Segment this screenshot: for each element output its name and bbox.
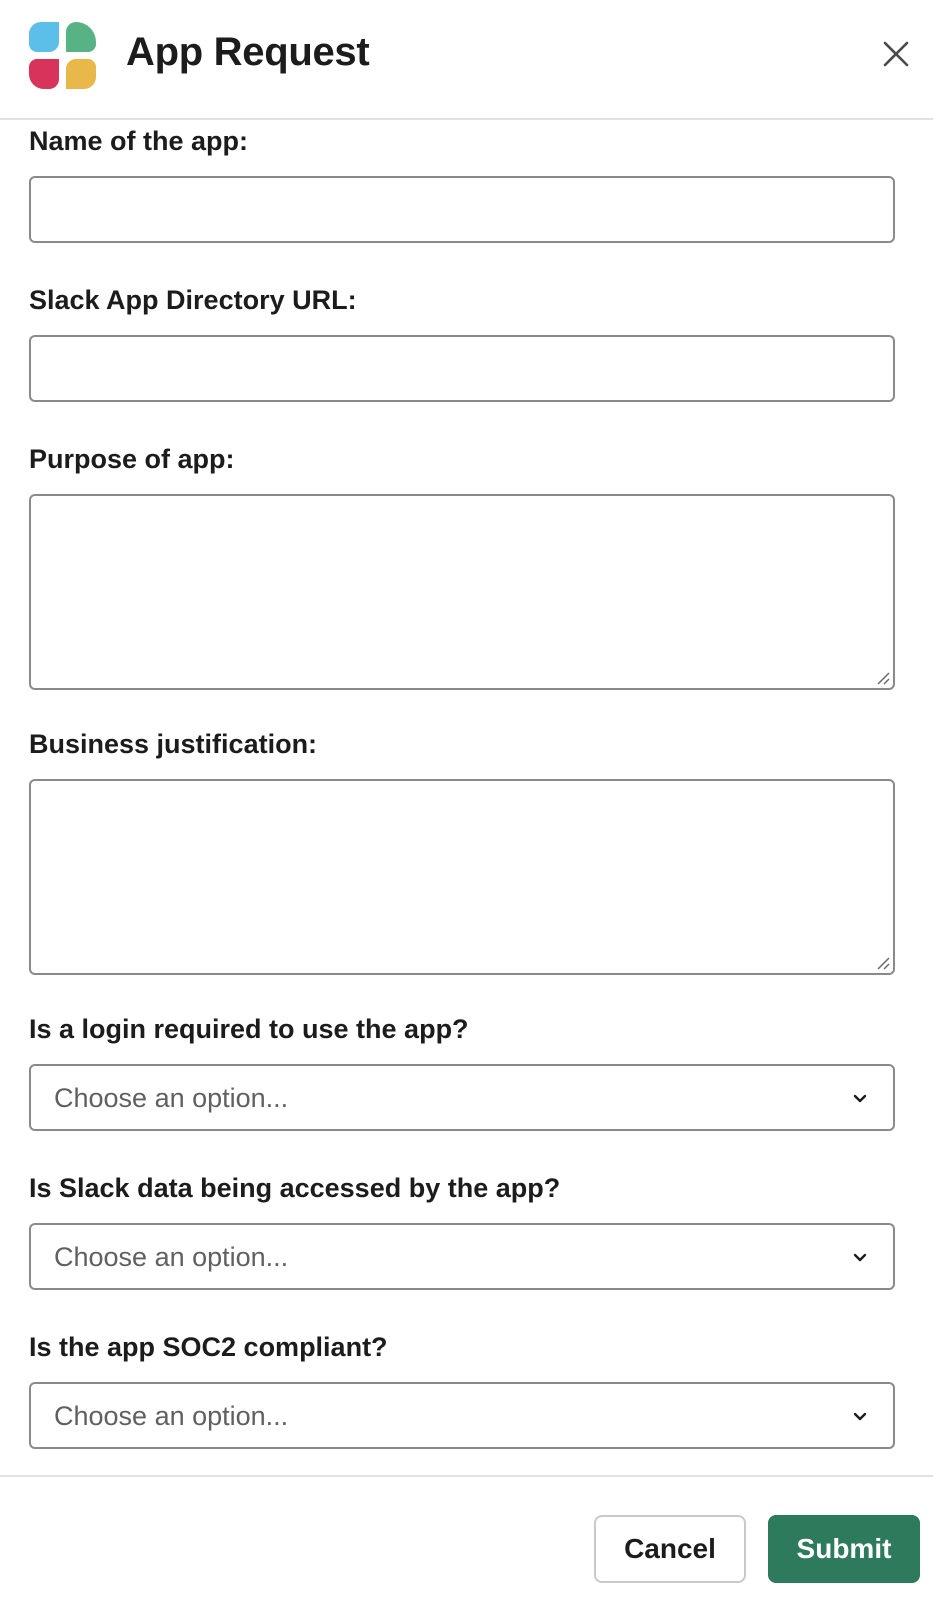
field-label-soc2: Is the app SOC2 compliant? <box>29 1332 388 1362</box>
select-placeholder: Choose an option... <box>54 1083 289 1113</box>
cancel-button[interactable]: Cancel <box>594 1515 746 1583</box>
chevron-down-icon <box>851 1090 869 1108</box>
app-name-input[interactable] <box>29 176 895 243</box>
modal-header <box>0 0 933 120</box>
resize-handle-icon[interactable] <box>874 954 890 970</box>
data-access-select[interactable] <box>29 1223 895 1290</box>
select-placeholder: Choose an option... <box>54 1242 289 1272</box>
login-required-select[interactable] <box>29 1064 895 1131</box>
app-logo-icon <box>29 22 96 89</box>
chevron-down-icon <box>851 1408 869 1426</box>
field-label-directory-url: Slack App Directory URL: <box>29 285 357 315</box>
field-label-purpose: Purpose of app: <box>29 444 235 474</box>
submit-button[interactable]: Submit <box>768 1515 920 1583</box>
chevron-down-icon <box>851 1249 869 1267</box>
directory-url-input[interactable] <box>29 335 895 402</box>
modal-footer <box>0 1475 933 1600</box>
soc2-select[interactable] <box>29 1382 895 1449</box>
form-body[interactable] <box>0 120 933 1475</box>
resize-handle-icon[interactable] <box>874 669 890 685</box>
justification-textarea[interactable] <box>29 779 895 975</box>
field-label-app-name: Name of the app: <box>29 126 249 156</box>
select-placeholder: Choose an option... <box>54 1401 289 1431</box>
purpose-textarea[interactable] <box>29 494 895 690</box>
close-icon[interactable] <box>882 40 910 68</box>
field-label-data-access: Is Slack data being accessed by the app? <box>29 1173 561 1203</box>
field-label-login-required: Is a login required to use the app? <box>29 1014 469 1044</box>
field-label-justification: Business justification: <box>29 729 318 759</box>
modal-title: App Request <box>126 30 370 74</box>
